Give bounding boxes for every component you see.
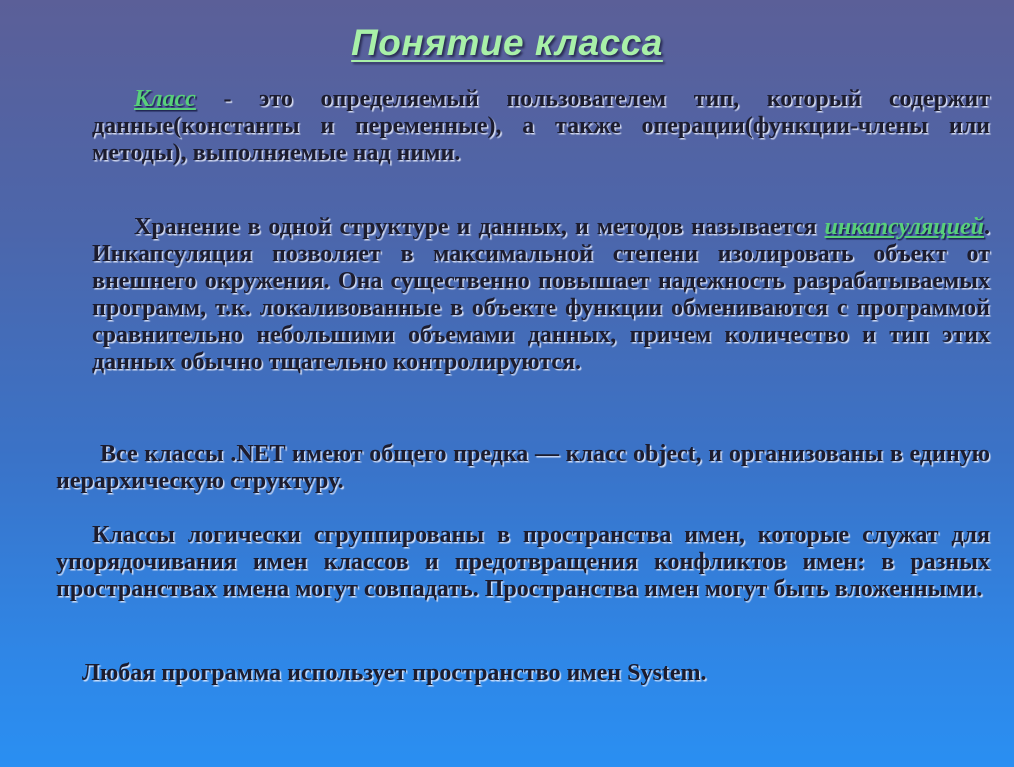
- paragraph-common-ancestor: Все классы .NET имеют общего предка — класс object, и организованы в единую иерархическую структуру.: [56, 441, 990, 494]
- slide-title: Понятие класса: [351, 22, 663, 63]
- paragraph-class-definition: [92, 86, 990, 167]
- paragraph-class-definition-text: - это определяемый пользователем тип, который содержит данные(константы и переменные), а также операции(функции-члены или методы), выполняемые над ними.: [92, 86, 990, 166]
- paragraph-system-namespace: Любая программа использует пространство имен System.: [82, 660, 707, 686]
- term-encapsulation: инкапсуляцией: [824, 214, 984, 240]
- paragraph-encapsulation-text-before: Хранение в одной структуре и данных, и методов называется: [134, 214, 825, 240]
- paragraph-namespaces: Классы логически сгруппированы в пространства имен, которые служат для упорядочивания имен классов и предотвращения конфликтов имен: в разных пространствах имена могут совпадать. Пространства имен могут быть вложенными.: [56, 522, 990, 602]
- paragraph-encapsulation-text-after: . Инкапсуляция позволяет в максимальной степени изолировать объект от внешнего окружения. Она существенно повышает надежность разрабатываемых программ, т.к. локализованные в объекте функции обмениваются с программой сравнительно небольшими объемами данных, причем количество и тип этих данных обычно тщательно контролируются.: [92, 214, 990, 375]
- paragraph-encapsulation: [92, 214, 990, 376]
- term-class: Класс: [134, 86, 196, 112]
